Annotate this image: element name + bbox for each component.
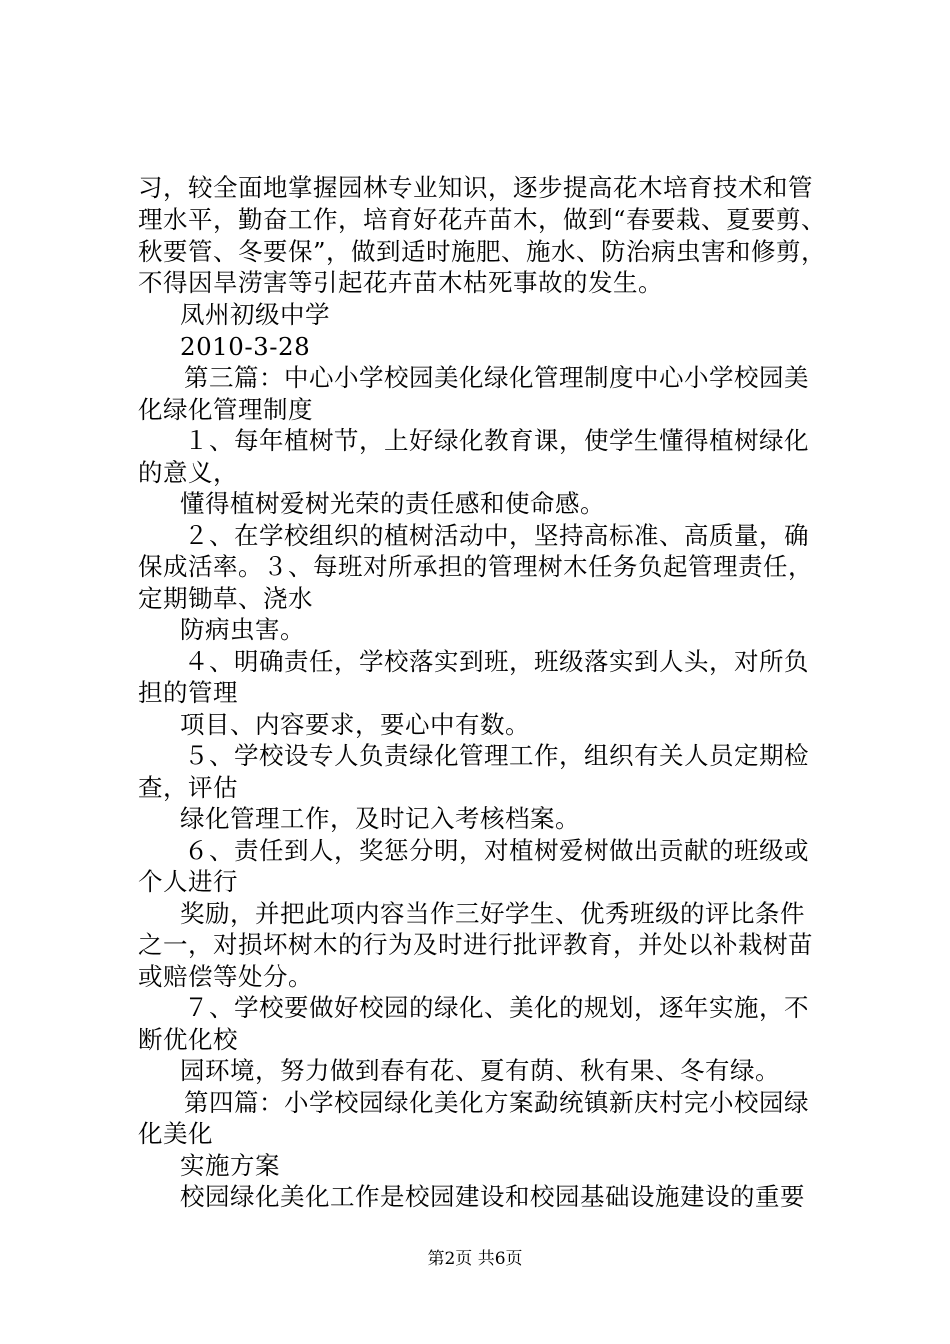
text-line: 不得因旱涝害等引起花卉苗木枯死事故的发生。 [138,268,663,297]
text-line: 或赔偿等处分。 [138,962,313,991]
text-line: 项目、内容要求，要心中有数。 [180,710,530,739]
text-line: 防病虫害。 [180,615,305,644]
text-line: 习，较全面地掌握园林专业知识，逐步提高花木培育技术和管 [138,173,813,202]
text-line: 校园绿化美化工作是校园建设和校园基础设施建设的重要 [180,1182,805,1211]
text-line: 实施方案 [180,1151,280,1180]
text-line: 秋要管、冬要保”，做到适时施肥、施水、防治病虫害和修剪， [138,237,827,266]
text-line: 奖励，并把此项内容当作三好学生、优秀班级的评比条件 [180,899,805,928]
section-heading: 第四篇：小学校园绿化美化方案勐统镇新庆村完小校园绿 [184,1088,809,1117]
text-line: 懂得植树爱树光荣的责任感和使命感。 [180,489,605,518]
text-line: ４、明确责任，学校落实到班，班级落实到人头，对所负 [184,647,809,676]
text-line: 定期锄草、浇水 [138,584,313,613]
text-line: ２、在学校组织的植树活动中，坚持高标准、高质量，确 [184,521,809,550]
school-name: 凤州初级中学 [180,300,330,329]
text-line: １、每年植树节，上好绿化教育课，使学生懂得植树绿化 [184,426,809,455]
text-line: 查，评估 [138,773,238,802]
text-line: 绿化管理工作，及时记入考核档案。 [180,804,580,833]
text-line: ５、学校设专人负责绿化管理工作，组织有关人员定期检 [184,741,809,770]
document-date: 2010-3-28 [180,332,311,361]
text-line: 之一，对损坏树木的行为及时进行批评教育，并处以补栽树苗 [138,930,813,959]
page-indicator: 第2页 共6页 [427,1249,523,1269]
text-line: 断优化校 [138,1025,238,1054]
text-line: 担的管理 [138,678,238,707]
text-line: 化绿化管理制度 [138,395,313,424]
text-line: 保成活率。３、每班对所承担的管理树木任务负起管理责任， [138,552,813,581]
text-line: 化美化 [138,1119,213,1148]
text-line: 个人进行 [138,867,238,896]
text-line: 理水平，勤奋工作，培育好花卉苗木，做到“春要栽、夏要剪、 [138,205,827,234]
text-line: 园环境，努力做到春有花、夏有荫、秋有果、冬有绿。 [180,1056,780,1085]
text-line: ６、责任到人，奖惩分明，对植树爱树做出贡献的班级或 [184,836,809,865]
text-line: ７、学校要做好校园的绿化、美化的规划，逐年实施，不 [184,993,809,1022]
text-line: 的意义， [138,458,238,487]
section-heading: 第三篇：中心小学校园美化绿化管理制度中心小学校园美 [184,363,809,392]
